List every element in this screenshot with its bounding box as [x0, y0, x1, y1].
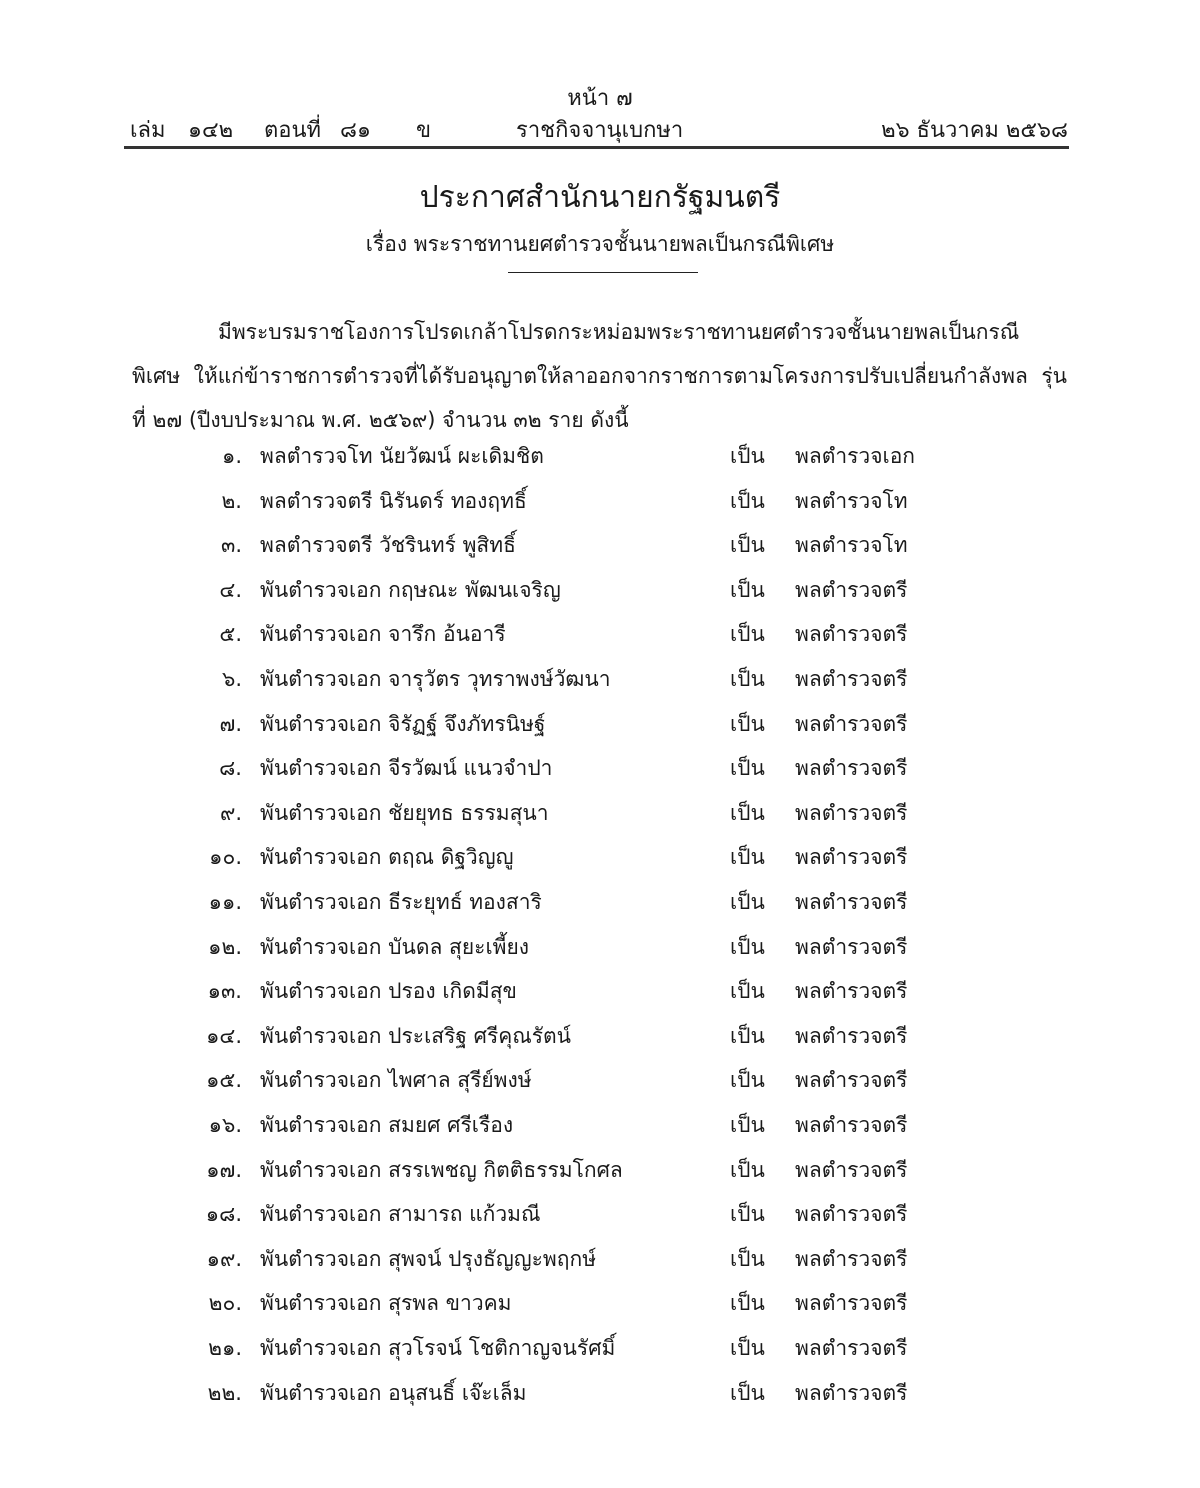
new-rank: พลตำรวจโท: [795, 488, 908, 513]
connector-word: เป็น: [730, 934, 765, 959]
connector-word: เป็น: [730, 488, 765, 513]
body-paragraph: [132, 310, 1067, 442]
connector-word: เป็น: [730, 577, 765, 602]
list-item: [0, 1154, 1200, 1198]
new-rank: พลตำรวจโท: [795, 533, 908, 558]
item-number: ๒๑.: [208, 1336, 242, 1360]
officer-name: พันตำรวจเอก จีรวัฒน์ แนวจำปา: [260, 756, 553, 781]
new-rank: พลตำรวจตรี: [795, 1336, 908, 1360]
officer-name: พันตำรวจเอก สามารถ แก้วมณี: [260, 1202, 541, 1227]
officer-name: พันตำรวจเอก สุพจน์ ปรุงธัญญะพฤกษ์: [260, 1246, 597, 1271]
item-number: ๑๑.: [208, 890, 242, 914]
volume-number: ๑๔๒: [188, 118, 234, 143]
new-rank: พลตำรวจตรี: [795, 756, 908, 781]
connector-word: เป็น: [730, 444, 765, 468]
connector-word: เป็น: [730, 979, 765, 1004]
list-item: [0, 975, 1200, 1019]
new-rank: พลตำรวจตรี: [795, 845, 908, 870]
list-item: [0, 440, 1200, 484]
item-number: ๑๙.: [206, 1246, 242, 1271]
connector-word: เป็น: [730, 1380, 765, 1405]
item-number: ๒.: [221, 488, 242, 513]
list-item: [0, 574, 1200, 618]
page-number: หน้า ๗: [567, 86, 633, 111]
list-item: [0, 618, 1200, 662]
new-rank: พลตำรวจตรี: [795, 1291, 908, 1316]
connector-word: เป็น: [730, 1291, 765, 1316]
officer-name: พันตำรวจเอก จารึก อ้นอารี: [260, 622, 506, 647]
officer-name: พันตำรวจเอก ธีระยุทธ์ ทองสาริ: [260, 890, 542, 914]
new-rank: พลตำรวจตรี: [795, 979, 908, 1004]
document-subtitle: เรื่อง พระราชทานยศตำรวจชั้นนายพลเป็นกรณีพิเศษ: [365, 232, 835, 256]
list-item: [0, 1020, 1200, 1064]
officer-name: พันตำรวจเอก สุรพล ขาวคม: [260, 1291, 512, 1316]
connector-word: เป็น: [730, 1202, 765, 1227]
list-item: [0, 1109, 1200, 1153]
issue-number: ๘๑: [340, 118, 371, 143]
list-item: [0, 485, 1200, 529]
item-number: ๑๕.: [206, 1068, 242, 1093]
item-number: ๓.: [220, 533, 242, 558]
issue-label: ตอนที่: [264, 118, 322, 143]
section-letter: ข: [416, 118, 432, 143]
connector-word: เป็น: [730, 800, 765, 825]
list-item: [0, 886, 1200, 930]
new-rank: พลตำรวจตรี: [795, 1202, 908, 1227]
item-number: ๕.: [219, 622, 242, 647]
new-rank: พลตำรวจตรี: [795, 1068, 908, 1093]
officer-name: พันตำรวจเอก ปรอง เกิดมีสุข: [260, 979, 517, 1004]
list-item: [0, 529, 1200, 573]
officer-name: พันตำรวจเอก สรรเพชญ กิตติธรรมโกศล: [260, 1157, 623, 1182]
connector-word: เป็น: [730, 756, 765, 781]
connector-word: เป็น: [730, 1157, 765, 1182]
header-divider: [124, 146, 1069, 149]
officer-name: พันตำรวจเอก สุวโรจน์ โชติกาญจนรัศมิ์: [260, 1336, 616, 1360]
list-item: [0, 931, 1200, 975]
new-rank: พลตำรวจตรี: [795, 934, 908, 959]
officer-name: พันตำรวจเอก สมยศ ศรีเรือง: [260, 1113, 514, 1137]
new-rank: พลตำรวจตรี: [795, 622, 908, 647]
connector-word: เป็น: [730, 711, 765, 736]
new-rank: พลตำรวจตรี: [795, 1023, 908, 1048]
connector-word: เป็น: [730, 533, 765, 558]
document-title: ประกาศสำนักนายกรัฐมนตรี: [419, 180, 781, 215]
item-number: ๗.: [219, 711, 242, 736]
officer-name: พันตำรวจเอก ประเสริฐ ศรีคุณรัตน์: [260, 1023, 572, 1048]
officer-name: พลตำรวจตรี นิรันดร์ ทองฤทธิ์: [260, 488, 527, 513]
connector-word: เป็น: [730, 622, 765, 647]
officer-name: พลตำรวจโท นัยวัฒน์ ผะเดิมชิต: [260, 444, 544, 468]
item-number: ๘.: [219, 756, 242, 781]
connector-word: เป็น: [730, 1068, 765, 1093]
list-item: [0, 708, 1200, 752]
connector-word: เป็น: [730, 667, 765, 691]
new-rank: พลตำรวจเอก: [795, 444, 916, 468]
list-item: [0, 1287, 1200, 1331]
connector-word: เป็น: [730, 1246, 765, 1271]
list-item: [0, 752, 1200, 796]
officer-name: พันตำรวจเอก กฤษณะ พัฒนเจริญ: [260, 577, 561, 602]
new-rank: พลตำรวจตรี: [795, 711, 908, 736]
connector-word: เป็น: [730, 845, 765, 870]
list-item: [0, 1243, 1200, 1287]
connector-word: เป็น: [730, 1336, 765, 1360]
new-rank: พลตำรวจตรี: [795, 800, 908, 825]
connector-word: เป็น: [730, 890, 765, 914]
officer-name: พันตำรวจเอก ไพศาล สุรีย์พงษ์: [260, 1068, 532, 1093]
new-rank: พลตำรวจตรี: [795, 1246, 908, 1271]
list-item: [0, 1377, 1200, 1421]
item-number: ๒๐.: [208, 1291, 242, 1316]
new-rank: พลตำรวจตรี: [795, 1113, 908, 1137]
item-number: ๑๔.: [206, 1023, 242, 1048]
new-rank: พลตำรวจตรี: [795, 667, 908, 691]
item-number: ๑๘.: [205, 1202, 242, 1227]
item-number: ๖.: [221, 667, 242, 691]
list-item: [0, 1198, 1200, 1242]
new-rank: พลตำรวจตรี: [795, 577, 908, 602]
officer-name: พันตำรวจเอก บันดล สุยะเพี้ยง: [260, 934, 530, 959]
item-number: ๑๒.: [208, 934, 242, 959]
officer-name: พลตำรวจตรี วัชรินทร์ พูสิทธิ์: [260, 533, 516, 558]
list-item: [0, 1064, 1200, 1108]
title-divider: [508, 272, 698, 273]
new-rank: พลตำรวจตรี: [795, 1380, 908, 1405]
publication-date: ๒๖ ธันวาคม ๒๕๖๘: [881, 118, 1068, 143]
connector-word: เป็น: [730, 1113, 765, 1137]
item-number: ๙.: [219, 800, 242, 825]
list-item: [0, 1332, 1200, 1376]
item-number: ๔.: [219, 577, 242, 602]
item-number: ๑.: [221, 444, 242, 468]
paragraph-text: มีพระบรมราชโองการโปรดเกล้าโปรดกระหม่อมพระราชทานยศตำรวจชั้นนายพลเป็นกรณีพิเศษ ให้แก่ข้าราชการตำรวจที่ได้รับอนุญาตให้ลาออกจากราชการตามโครงการปรับเปลี่ยนกำลังพล รุ่นที่ ๒๗ (ปีงบประมาณ พ.ศ. ๒๕๖๙) จำนวน ๓๒ ราย ดังนี้: [132, 320, 1067, 432]
officer-name: พันตำรวจเอก จารุวัตร วุทราพงษ์วัฒนา: [260, 667, 611, 691]
item-number: ๑๖.: [208, 1113, 242, 1137]
new-rank: พลตำรวจตรี: [795, 1157, 908, 1182]
item-number: ๑๗.: [206, 1157, 242, 1182]
item-number: ๑๐.: [209, 845, 242, 870]
connector-word: เป็น: [730, 1023, 765, 1048]
officer-name: พันตำรวจเอก จิรัฏฐ์ จึงภัทรนิษฐ์: [260, 711, 546, 736]
item-number: ๒๒.: [207, 1380, 242, 1405]
list-item: [0, 841, 1200, 885]
officer-name: พันตำรวจเอก ตฤณ ดิฐวิญญู: [260, 845, 514, 870]
new-rank: พลตำรวจตรี: [795, 890, 908, 914]
officer-name: พันตำรวจเอก อนุสนธิ์ เจ๊ะเล็ม: [260, 1380, 527, 1405]
gazette-name: ราชกิจจานุเบกษา: [516, 118, 684, 143]
list-item: [0, 797, 1200, 841]
item-number: ๑๓.: [207, 979, 242, 1004]
officer-name: พันตำรวจเอก ชัยยุทธ ธรรมสุนา: [260, 800, 549, 825]
list-item: [0, 663, 1200, 707]
volume-label: เล่ม: [130, 118, 166, 143]
